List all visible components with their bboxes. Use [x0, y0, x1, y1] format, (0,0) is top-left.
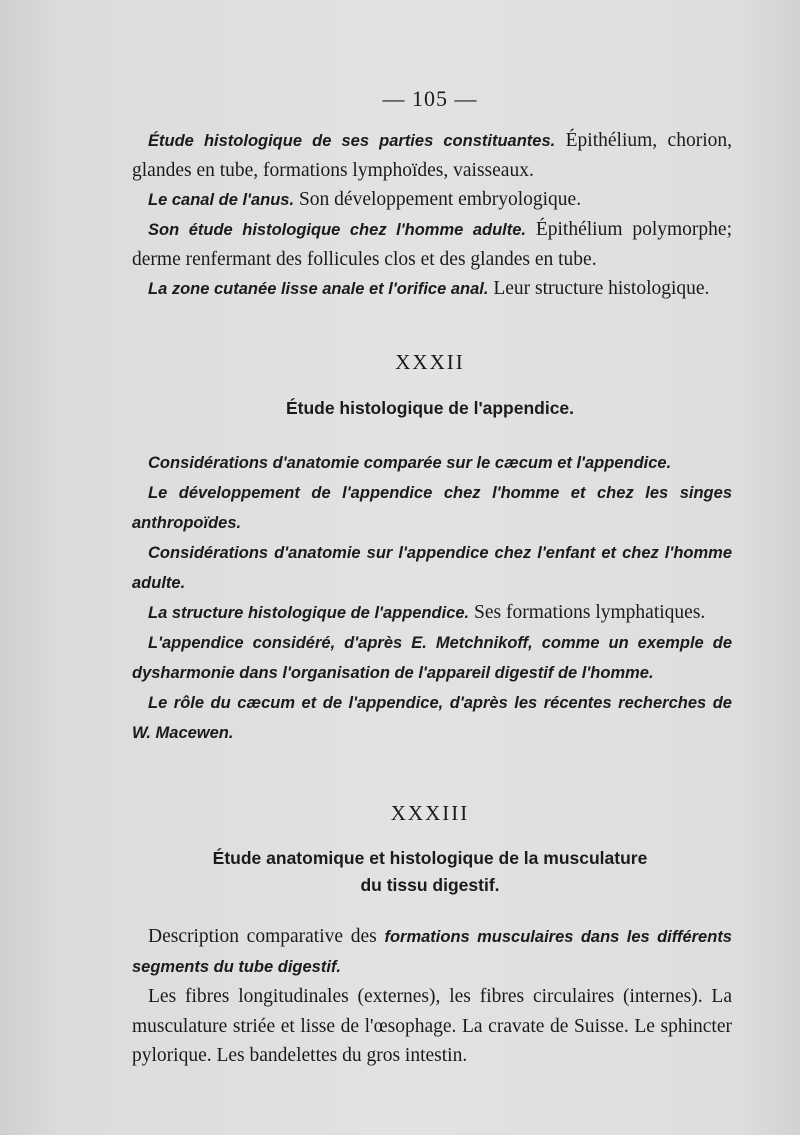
section-numeral-xxxii: XXXII — [395, 350, 465, 374]
section-numeral-xxxiii: XXXIII — [390, 801, 470, 825]
emphasis-text: Le canal de l'anus. — [148, 191, 295, 209]
body-text: Ses formations lymphatiques. — [469, 602, 706, 623]
body-text: Les fibres longitudinales (externes), les fibres circulaires (internes). La musculature striée et lisse de l'œsophage. La cravate de Suisse. Le sphincter pylorique. Les bandelettes du gros intestin. — [132, 986, 732, 1066]
paragraph — [132, 538, 732, 598]
page-number: — 105 — — [382, 86, 478, 111]
emphasis-text: Le rôle du cæcum et de l'appendice, d'après les récentes recherches de W. Macewen. — [132, 694, 732, 742]
body-text: Épithélium polymorphe; derme renfermant des follicules clos et des glandes en tube. — [132, 219, 732, 270]
section-musculature — [132, 922, 732, 1070]
emphasis-text: L'appendice considéré, d'après E. Metchnikoff, comme un exemple de dysharmonie dans l'organisation de l'appareil digestif de l'homme. — [132, 634, 732, 682]
body-text: Son développement embryologique. — [294, 189, 582, 210]
section-title-musculature-line2: du tissu digestif. — [360, 875, 500, 895]
emphasis-text: Étude histologique de ses parties constituantes. — [148, 132, 556, 150]
paragraph — [132, 478, 732, 538]
paragraph — [132, 922, 732, 982]
body-text: Description comparative des — [148, 926, 385, 947]
section-title-musculature-line1: Étude anatomique et histologique de la musculature — [212, 848, 648, 868]
emphasis-text: Considérations d'anatomie sur l'appendice chez l'enfant et chez l'homme adulte. — [132, 544, 732, 592]
body-text: Leur structure histologique. — [488, 278, 710, 299]
body-text: Épithélium, chorion, glandes en tube, formations lymphoïdes, vaisseaux. — [132, 130, 732, 181]
paragraph — [132, 185, 732, 215]
paragraph — [132, 448, 732, 478]
paragraph — [132, 982, 732, 1070]
emphasis-text: Son étude histologique chez l'homme adulte. — [148, 221, 527, 239]
emphasis-text: Considérations d'anatomie comparée sur le cæcum et l'appendice. — [148, 454, 672, 472]
emphasis-text: La structure histologique de l'appendice. — [148, 604, 470, 622]
paragraph — [132, 628, 732, 688]
emphasis-text: La zone cutanée lisse anale et l'orifice anal. — [148, 280, 489, 298]
section-anal-canal — [132, 126, 732, 304]
paragraph — [132, 274, 732, 304]
section-appendix — [132, 448, 732, 748]
paragraph — [132, 598, 732, 628]
emphasis-text: Le développement de l'appendice chez l'homme et chez les singes anthropoïdes. — [132, 484, 732, 532]
paragraph — [132, 688, 732, 748]
paragraph — [132, 215, 732, 274]
paragraph — [132, 126, 732, 185]
section-title-appendix: Étude histologique de l'appendice. — [285, 398, 575, 418]
emphasis-text: formations musculaires dans les différents segments du tube digestif. — [132, 928, 732, 976]
